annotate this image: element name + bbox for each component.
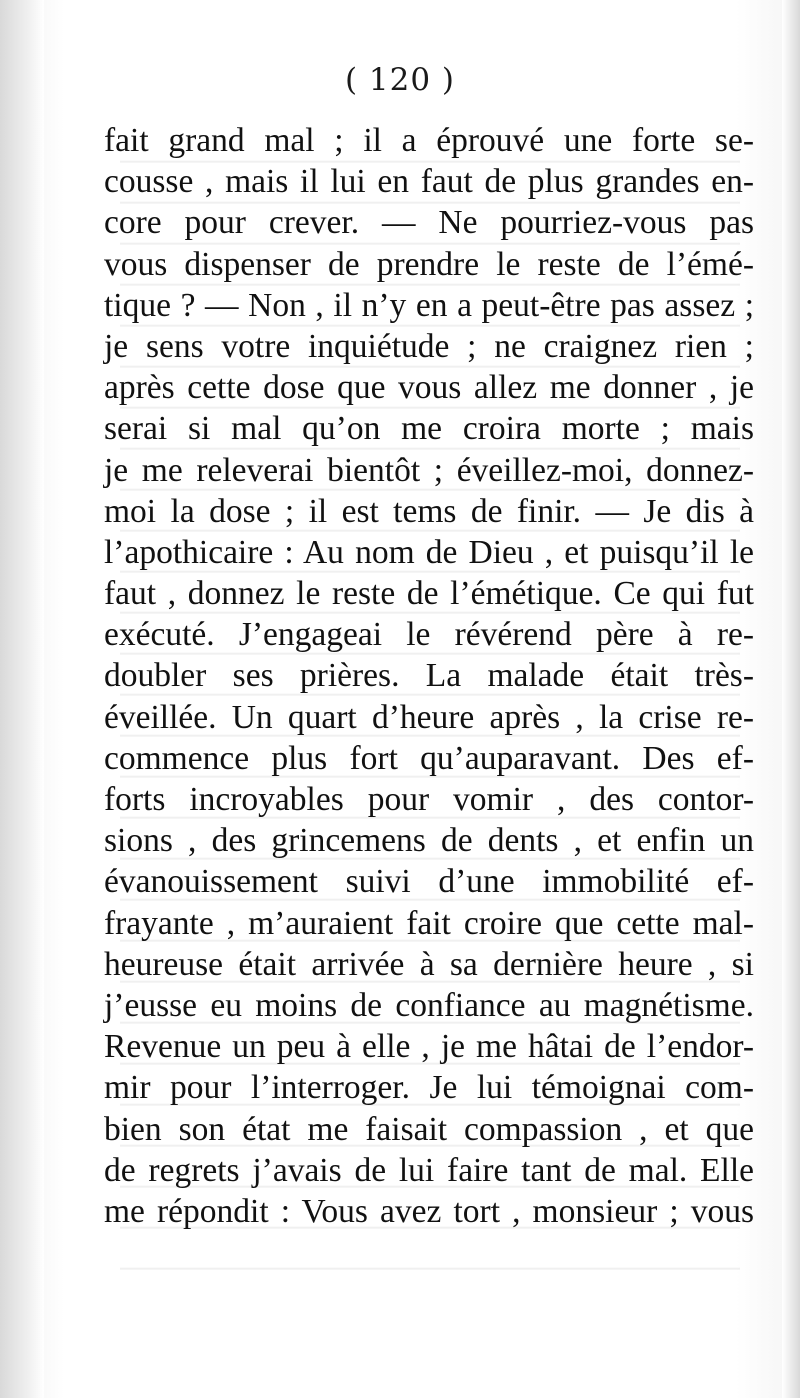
text-line: frayante , m’auraient fait croire que cette mal- (104, 904, 754, 942)
text-line: me répondit : Vous avez tort , monsieur ; vous (104, 1192, 754, 1230)
text-line: Revenue un peu à elle , je me hâtai de l’endor- (104, 1028, 754, 1066)
text-line: de regrets j’avais de lui faire tant de mal. Elle (104, 1151, 754, 1189)
text-line: évanouissement suivi d’une immobilité ef- (104, 863, 754, 901)
text-line: tique ? — Non , il n’y en a peut-être pas assez ; (104, 286, 754, 324)
text-line: faut , donnez le reste de l’émétique. Ce qui fut (104, 575, 754, 613)
text-line: sions , des grincemens de dents , et enfin un (104, 822, 754, 860)
text-line: forts incroyables pour vomir , des contor- (104, 781, 754, 818)
text-line: j’eusse eu moins de confiance au magnétisme. (104, 986, 754, 1024)
text-line: après cette dose que vous allez me donner , je (104, 369, 754, 407)
text-line: heureuse était arrivée à sa dernière heure , si (104, 945, 754, 983)
text-line: je sens votre inquiétude ; ne craignez rien ; (104, 327, 754, 365)
text-line: core pour crever. — Ne pourriez-vous pas (104, 204, 754, 242)
page-number: ( 120 ) (344, 62, 456, 98)
page-edge-shadow (782, 0, 800, 1398)
page-text (104, 120, 754, 1232)
text-line: cousse , mais il lui en faut de plus grandes en- (104, 163, 754, 201)
text-line: l’apothicaire : Au nom de Dieu , et puisqu’il le (104, 533, 754, 571)
text-line: moi la dose ; il est tems de finir. — Je dis à (104, 492, 754, 530)
text-line: serai si mal qu’on me croira morte ; mais (104, 410, 754, 448)
text-line: exécuté. J’engageai le révérend père à re- (104, 616, 754, 654)
page-gutter-shadow (0, 0, 44, 1398)
text-line: mir pour l’interroger. Je lui témoignai com- (104, 1069, 754, 1107)
text-line: vous dispenser de prendre le reste de l’émé- (104, 245, 754, 283)
text-line: éveillée. Un quart d’heure après , la crise re- (104, 698, 754, 736)
text-line: fait grand mal ; il a éprouvé une forte se- (104, 122, 754, 159)
text-line: bien son état me faisait compassion , et que (104, 1110, 754, 1148)
text-line: commence plus fort qu’auparavant. Des ef- (104, 739, 754, 777)
text-line: je me releverai bientôt ; éveillez-moi, donnez- (104, 451, 754, 489)
text-line: doubler ses prières. La malade était très- (104, 657, 754, 695)
